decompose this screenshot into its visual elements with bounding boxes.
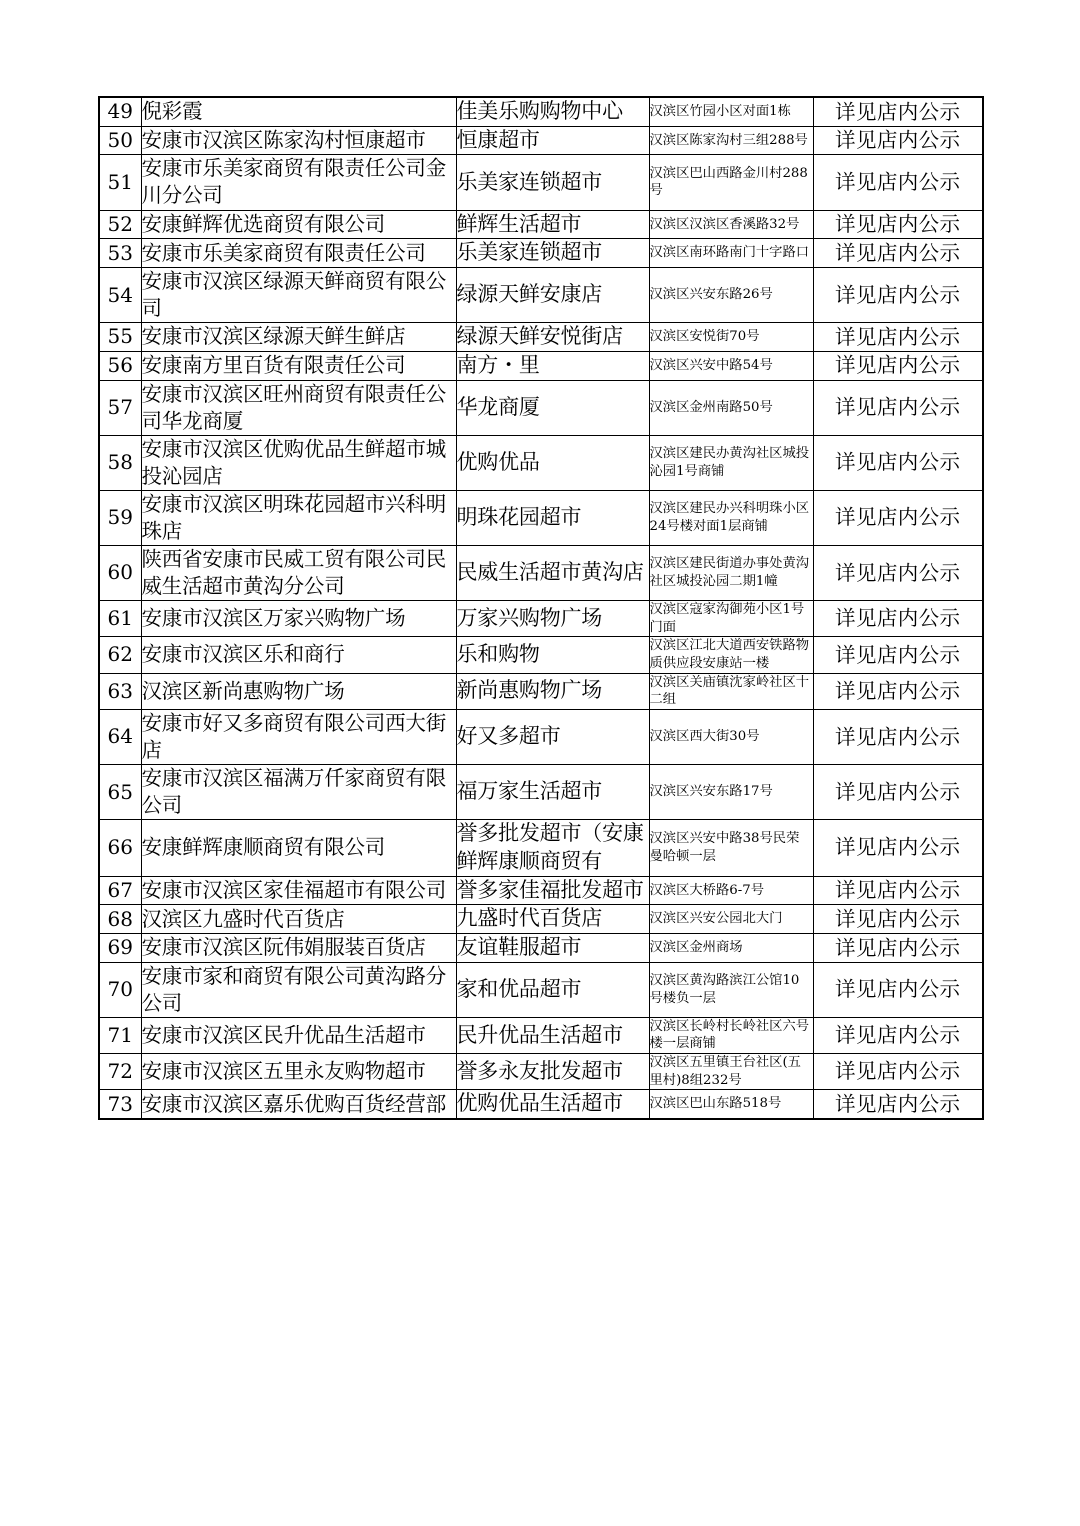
store-name-text: 好又多超市 [456, 724, 561, 749]
operator-name: 安康市汉滨区民升优品生活超市 [141, 1017, 456, 1053]
business-address [649, 126, 813, 155]
row-index: 63 [99, 673, 141, 709]
business-address-text: 汉滨区大桥路6-7号 [649, 882, 764, 898]
business-address-text: 汉滨区五里镇王台社区(五里村)8组232号 [649, 1055, 801, 1088]
store-name-text: 乐美家连锁超市 [456, 169, 603, 194]
row-index: 51 [99, 155, 141, 210]
table-row [99, 905, 983, 934]
row-index: 65 [99, 765, 141, 820]
table-row [99, 380, 983, 435]
business-address [649, 155, 813, 210]
row-index: 64 [99, 709, 141, 764]
store-name-text: 誉多永友批发超市 [456, 1058, 623, 1083]
store-name-text: 明珠花园超市 [456, 504, 582, 529]
disclosure-note: 详见店内公示 [813, 820, 983, 876]
store-name [456, 876, 649, 905]
row-index: 52 [99, 210, 141, 239]
business-address-text: 汉滨区建民街道办事处黄沟社区城投沁园二期1幢 [649, 556, 810, 589]
row-index: 54 [99, 267, 141, 322]
store-name-text: 乐和购物 [456, 642, 540, 667]
operator-name: 安康南方里百货有限责任公司 [141, 351, 456, 380]
table-row [99, 490, 983, 545]
business-address [649, 323, 813, 352]
disclosure-note: 详见店内公示 [813, 126, 983, 155]
operator-name: 安康市汉滨区优购优品生鲜超市城投沁园店 [141, 435, 456, 490]
store-name [456, 709, 649, 764]
disclosure-note: 详见店内公示 [813, 97, 983, 126]
row-index: 58 [99, 435, 141, 490]
business-address [649, 545, 813, 600]
business-address-text: 汉滨区巴山西路金川村288号 [649, 165, 808, 199]
row-index: 49 [99, 97, 141, 126]
store-name-text: 万家兴购物广场 [456, 605, 603, 630]
table-row [99, 637, 983, 673]
store-name [456, 545, 649, 600]
row-index: 66 [99, 820, 141, 876]
table-row [99, 1054, 983, 1090]
disclosure-note: 详见店内公示 [813, 933, 983, 962]
table-row [99, 820, 983, 876]
store-name [456, 239, 649, 268]
business-address [649, 820, 813, 876]
disclosure-note: 详见店内公示 [813, 380, 983, 435]
row-index: 69 [99, 933, 141, 962]
business-address [649, 210, 813, 239]
business-address [649, 765, 813, 820]
disclosure-note: 详见店内公示 [813, 765, 983, 820]
store-name-text: 南方・里 [456, 352, 540, 377]
table-row [99, 962, 983, 1017]
operator-name: 安康市乐美家商贸有限责任公司金川分公司 [141, 155, 456, 210]
store-name-text: 优购优品生活超市 [456, 1091, 623, 1116]
registration-table [98, 96, 984, 1120]
business-address-text: 汉滨区巴山东路518号 [649, 1096, 782, 1112]
table-row [99, 97, 983, 126]
business-address-text: 汉滨区南环路南门十字路口 [649, 245, 810, 261]
table-row [99, 1017, 983, 1053]
business-address [649, 637, 813, 673]
business-address [649, 490, 813, 545]
store-name [456, 820, 649, 876]
business-address-text: 汉滨区寇家沟御苑小区1号门面 [649, 601, 805, 635]
business-address-text: 汉滨区兴安公园北大门 [649, 911, 783, 927]
registration-table-container [98, 96, 982, 1120]
row-index: 72 [99, 1054, 141, 1090]
table-row [99, 673, 983, 709]
store-name-text: 优购优品 [456, 449, 540, 474]
table-row [99, 210, 983, 239]
operator-name: 安康市汉滨区福满万仟家商贸有限公司 [141, 765, 456, 820]
business-address [649, 600, 813, 636]
store-name [456, 490, 649, 545]
store-name-text: 民威生活超市黄沟店 [456, 559, 644, 584]
business-address [649, 933, 813, 962]
table-row [99, 239, 983, 268]
operator-name: 安康市好又多商贸有限公司西大街店 [141, 709, 456, 764]
operator-name: 安康鲜辉优选商贸有限公司 [141, 210, 456, 239]
business-address-text: 汉滨区金州南路50号 [649, 399, 773, 415]
store-name [456, 126, 649, 155]
table-row [99, 267, 983, 322]
table-row [99, 351, 983, 380]
table-row [99, 545, 983, 600]
operator-name: 安康市汉滨区乐和商行 [141, 637, 456, 673]
disclosure-note: 详见店内公示 [813, 1017, 983, 1053]
store-name [456, 351, 649, 380]
disclosure-note: 详见店内公示 [813, 876, 983, 905]
store-name [456, 673, 649, 709]
business-address-text: 汉滨区兴安东路17号 [649, 784, 773, 800]
store-name-text: 佳美乐购购物中心 [456, 99, 623, 123]
store-name [456, 962, 649, 1017]
disclosure-note: 详见店内公示 [813, 673, 983, 709]
operator-name: 倪彩霞 [141, 97, 456, 126]
store-name-text: 誉多批发超市（安康鲜辉康顺商贸有 [456, 821, 644, 873]
disclosure-note: 详见店内公示 [813, 267, 983, 322]
disclosure-note: 详见店内公示 [813, 155, 983, 210]
table-row [99, 600, 983, 636]
business-address [649, 1090, 813, 1119]
store-name-text: 恒康超市 [456, 127, 540, 152]
table-row [99, 323, 983, 352]
operator-name: 汉滨区九盛时代百货店 [141, 905, 456, 934]
business-address [649, 876, 813, 905]
store-name [456, 905, 649, 934]
business-address [649, 709, 813, 764]
business-address [649, 905, 813, 934]
row-index: 68 [99, 905, 141, 934]
table-row [99, 126, 983, 155]
store-name-text: 华龙商厦 [456, 394, 540, 419]
business-address-text: 汉滨区竹园小区对面1栋 [649, 104, 791, 120]
row-index: 57 [99, 380, 141, 435]
business-address-text: 汉滨区黄沟路滨江公馆10号楼负一层 [649, 973, 800, 1006]
disclosure-note: 详见店内公示 [813, 709, 983, 764]
business-address [649, 435, 813, 490]
operator-name: 安康市汉滨区旺州商贸有限责任公司华龙商厦 [141, 380, 456, 435]
disclosure-note: 详见店内公示 [813, 1054, 983, 1090]
row-index: 62 [99, 637, 141, 673]
table-row [99, 1090, 983, 1119]
disclosure-note: 详见店内公示 [813, 323, 983, 352]
business-address-text: 汉滨区建民办兴科明珠小区24号楼对面1层商铺 [649, 501, 810, 534]
table-body [99, 97, 983, 1119]
business-address [649, 1017, 813, 1053]
business-address-text: 汉滨区兴安中路54号 [649, 357, 773, 373]
business-address-text: 汉滨区安悦街70号 [649, 329, 760, 345]
business-address-text: 汉滨区兴安东路26号 [649, 287, 773, 303]
row-index: 50 [99, 126, 141, 155]
store-name [456, 933, 649, 962]
store-name [456, 435, 649, 490]
store-name [456, 1054, 649, 1090]
row-index: 56 [99, 351, 141, 380]
operator-name: 安康市家和商贸有限公司黄沟路分公司 [141, 962, 456, 1017]
business-address-text: 汉滨区陈家沟村三组288号 [649, 132, 808, 148]
operator-name: 安康市汉滨区万家兴购物广场 [141, 600, 456, 636]
disclosure-note: 详见店内公示 [813, 210, 983, 239]
store-name-text: 九盛时代百货店 [456, 906, 603, 931]
business-address-text: 汉滨区长岭村长岭社区六号楼一层商铺 [649, 1018, 810, 1052]
operator-name: 安康市汉滨区家佳福超市有限公司 [141, 876, 456, 905]
store-name-text: 新尚惠购物广场 [456, 678, 603, 703]
business-address [649, 267, 813, 322]
business-address [649, 380, 813, 435]
store-name-text: 乐美家连锁超市 [456, 240, 603, 265]
business-address [649, 673, 813, 709]
store-name-text: 绿源天鲜安康店 [456, 282, 603, 307]
store-name [456, 323, 649, 352]
business-address [649, 1054, 813, 1090]
operator-name: 安康市汉滨区阮伟娟服装百货店 [141, 933, 456, 962]
row-index: 67 [99, 876, 141, 905]
store-name-text: 鲜辉生活超市 [456, 211, 582, 236]
business-address-text: 汉滨区西大街30号 [649, 729, 760, 745]
row-index: 73 [99, 1090, 141, 1119]
store-name [456, 97, 649, 126]
disclosure-note: 详见店内公示 [813, 1090, 983, 1119]
store-name-text: 民升优品生活超市 [456, 1022, 623, 1047]
store-name-text: 誉多家佳福批发超市 [456, 877, 644, 902]
business-address-text: 汉滨区汉滨区香溪路32号 [649, 216, 800, 232]
operator-name: 安康鲜辉康顺商贸有限公司 [141, 820, 456, 876]
row-index: 59 [99, 490, 141, 545]
table-row [99, 765, 983, 820]
row-index: 60 [99, 545, 141, 600]
store-name [456, 380, 649, 435]
business-address-text: 汉滨区关庙镇沈家岭社区十二组 [649, 674, 810, 708]
store-name [456, 637, 649, 673]
store-name [456, 210, 649, 239]
operator-name: 汉滨区新尚惠购物广场 [141, 673, 456, 709]
store-name-text: 绿源天鲜安悦街店 [456, 324, 623, 349]
operator-name: 安康市汉滨区绿源天鲜生鲜店 [141, 323, 456, 352]
disclosure-note: 详见店内公示 [813, 637, 983, 673]
table-row [99, 933, 983, 962]
business-address [649, 962, 813, 1017]
business-address [649, 239, 813, 268]
disclosure-note: 详见店内公示 [813, 905, 983, 934]
store-name [456, 267, 649, 322]
store-name [456, 765, 649, 820]
store-name-text: 福万家生活超市 [456, 779, 603, 804]
store-name-text: 家和优品超市 [456, 976, 582, 1001]
disclosure-note: 详见店内公示 [813, 600, 983, 636]
operator-name: 陕西省安康市民威工贸有限公司民威生活超市黄沟分公司 [141, 545, 456, 600]
operator-name: 安康市乐美家商贸有限责任公司 [141, 239, 456, 268]
business-address-text: 汉滨区金州商场 [649, 939, 743, 955]
table-row [99, 155, 983, 210]
business-address-text: 汉滨区兴安中路38号民荣曼哈顿一层 [649, 831, 800, 864]
disclosure-note: 详见店内公示 [813, 351, 983, 380]
row-index: 70 [99, 962, 141, 1017]
store-name [456, 155, 649, 210]
disclosure-note: 详见店内公示 [813, 490, 983, 545]
disclosure-note: 详见店内公示 [813, 239, 983, 268]
table-row [99, 435, 983, 490]
business-address [649, 97, 813, 126]
row-index: 61 [99, 600, 141, 636]
disclosure-note: 详见店内公示 [813, 435, 983, 490]
operator-name: 安康市汉滨区明珠花园超市兴科明珠店 [141, 490, 456, 545]
row-index: 71 [99, 1017, 141, 1053]
business-address-text: 汉滨区江北大道西安铁路物质供应段安康站一楼 [649, 638, 810, 671]
disclosure-note: 详见店内公示 [813, 545, 983, 600]
disclosure-note: 详见店内公示 [813, 962, 983, 1017]
table-row [99, 709, 983, 764]
operator-name: 安康市汉滨区陈家沟村恒康超市 [141, 126, 456, 155]
store-name [456, 1090, 649, 1119]
store-name-text: 友谊鞋服超市 [456, 934, 582, 959]
store-name [456, 600, 649, 636]
table-row [99, 876, 983, 905]
row-index: 53 [99, 239, 141, 268]
business-address [649, 351, 813, 380]
operator-name: 安康市汉滨区绿源天鲜商贸有限公司 [141, 267, 456, 322]
store-name [456, 1017, 649, 1053]
row-index: 55 [99, 323, 141, 352]
business-address-text: 汉滨区建民办黄沟社区城投沁园1号商铺 [649, 445, 810, 479]
operator-name: 安康市汉滨区五里永友购物超市 [141, 1054, 456, 1090]
operator-name: 安康市汉滨区嘉乐优购百货经营部 [141, 1090, 456, 1119]
